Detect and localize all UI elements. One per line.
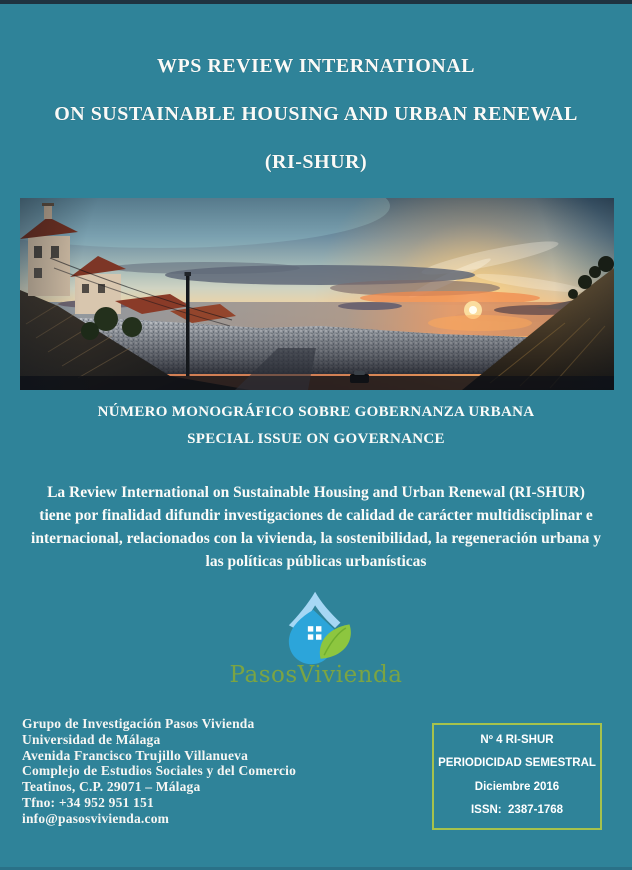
masthead [0,55,632,199]
subtitle-spanish: NÚMERO MONOGRÁFICO SOBRE GOBERNANZA URBANA [97,404,535,420]
contact-street: Avenida Francisco Trujillo Villanueva [22,747,249,763]
contact-email: info@pasosvivienda.com [22,810,170,826]
cover-photo [20,198,614,390]
issue-periodicity: PERIODICIDAD SEMESTRAL [438,757,596,770]
top-border [0,0,632,4]
contact-university: Universidad de Málaga [22,731,161,747]
journal-title-line-2: ON SUSTAINABLE HOUSING AND URBAN RENEWAL [54,103,578,125]
pasos-vivienda-logo [0,590,632,688]
contact-group-name: Grupo de Investigación Pasos Vivienda [22,716,255,731]
mission-statement [30,481,602,573]
journal-title-line-1: WPS REVIEW INTERNATIONAL [157,55,475,77]
issue-info-box [432,723,602,830]
logo-wordmark: PasosVivienda [229,662,403,688]
journal-title-line-3: (RI-SHUR) [264,151,368,173]
house-leaf-logo-icon [255,590,377,666]
issue-date: Diciembre 2016 [474,780,560,793]
issue-subtitle [0,403,632,457]
issue-issn: ISSN: 2387-1768 [470,803,564,816]
mission-line-4: las políticas públicas urbanísticas [205,553,427,570]
mission-line-3: internacional, relacionados con la vivienda, la sostenibilidad, la regeneración urbana y [31,530,601,547]
issue-number: Nº 4 RI-SHUR [480,734,554,746]
contact-building: Complejo de Estudios Sociales y del Comercio [22,763,297,779]
mission-line-1: La Review International on Sustainable Housing and Urban Renewal (RI-SHUR) [47,484,585,501]
mission-line-2: tiene por finalidad difundir investigaciones de calidad de carácter multidisciplinar e [39,507,593,524]
subtitle-english: SPECIAL ISSUE ON GOVERNANCE [187,431,445,447]
sunset-cityscape-illustration [20,198,614,390]
contact-city: Teatinos, C.P. 29071 – Málaga [22,779,201,795]
contact-phone: Tfno: +34 952 951 151 [22,794,154,810]
contact-block [22,716,296,827]
